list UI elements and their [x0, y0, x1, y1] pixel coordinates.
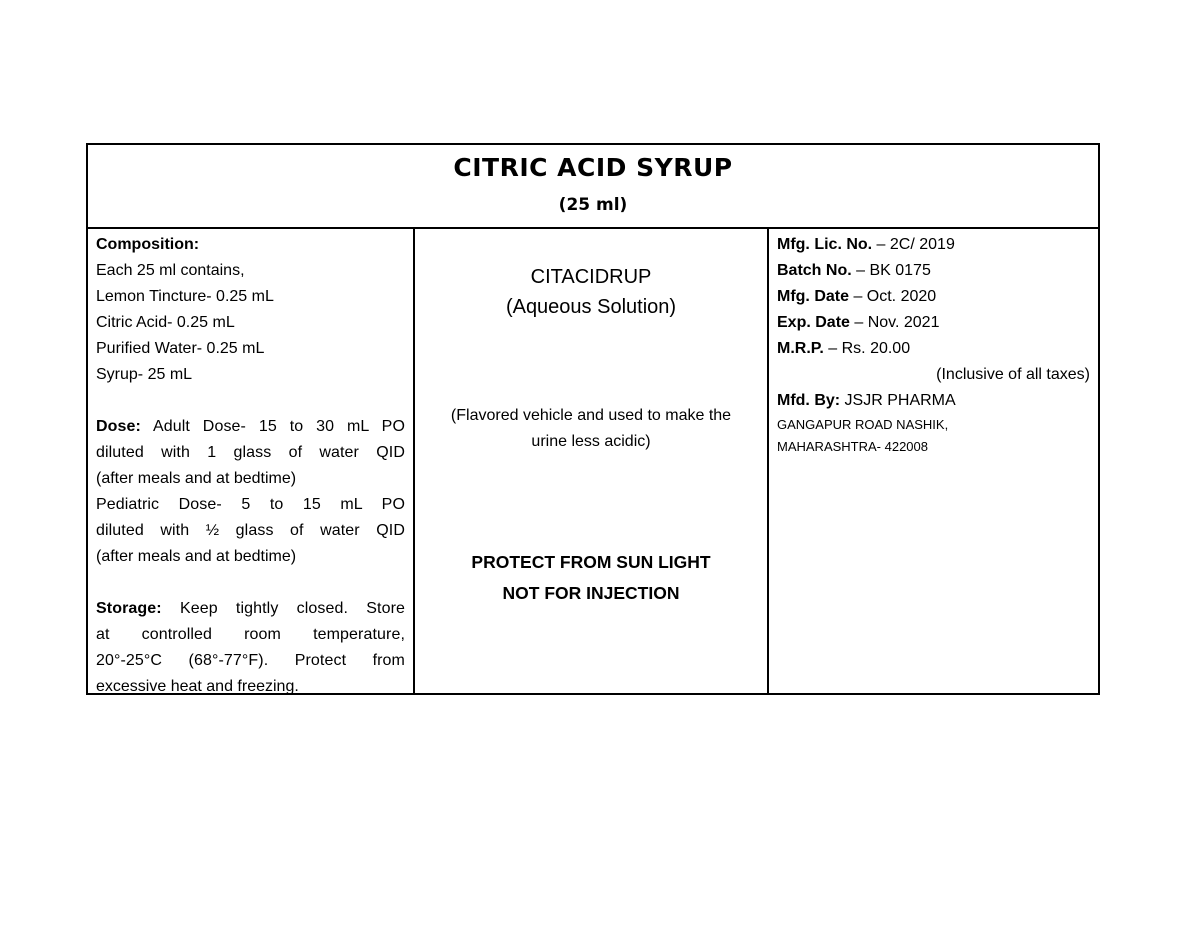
composition-item: Citric Acid- 0.25 mL [96, 314, 235, 331]
dose-line: diluted with ½ glass of water QID [96, 522, 405, 539]
dose-label: Dose: [96, 418, 141, 435]
mrp: M.R.P. – Rs. 20.00 [777, 340, 911, 357]
address-line: MAHARASHTRA- 422008 [777, 439, 928, 454]
description-line: urine less acidic) [531, 433, 651, 450]
address-line: GANGAPUR ROAD NASHIK, [777, 417, 949, 432]
composition-item: Purified Water- 0.25 mL [96, 340, 265, 357]
label-header [88, 145, 1098, 229]
composition-intro: Each 25 ml contains, [96, 262, 245, 279]
composition-heading: Composition: [96, 236, 200, 253]
description-line: (Flavored vehicle and used to make the [450, 407, 732, 424]
dose-line: Dose: Adult Dose- 15 to 30 mL PO [96, 418, 406, 435]
product-form: (Aqueous Solution) [505, 296, 677, 318]
mfg-date: Mfg. Date – Oct. 2020 [777, 288, 937, 305]
product-volume: (25 ml) [558, 195, 628, 215]
storage-line: 20°-25°C (68°-77°F). Protect from [96, 652, 405, 669]
mfg-lic-no: Mfg. Lic. No. – 2C/ 2019 [777, 236, 955, 253]
composition-item: Lemon Tincture- 0.25 mL [96, 288, 274, 305]
warning-sunlight: PROTECT FROM SUN LIGHT [471, 552, 711, 572]
dose-line: (after meals and at bedtime) [96, 470, 297, 487]
brand-name: CITACIDRUP [530, 266, 652, 288]
storage-label: Storage: [96, 600, 162, 617]
dose-line: (after meals and at bedtime) [96, 548, 297, 565]
dose-line: Pediatric Dose- 5 to 15 mL PO [96, 496, 405, 513]
tax-note: (Inclusive of all taxes) [936, 366, 1090, 383]
manufacturing-column [769, 229, 1098, 693]
storage-line: Storage: Keep tightly closed. Store [96, 600, 406, 617]
manufactured-by: Mfd. By: JSJR PHARMA [777, 392, 956, 409]
product-title: CITRIC ACID SYRUP [453, 153, 733, 182]
warnings-block [415, 547, 767, 609]
composition-column [88, 229, 415, 693]
composition-item: Syrup- 25 mL [96, 366, 193, 383]
storage-line: at controlled room temperature, [96, 626, 405, 643]
product-description [415, 403, 767, 455]
product-label [86, 143, 1100, 695]
exp-date: Exp. Date – Nov. 2021 [777, 314, 940, 331]
warning-injection: NOT FOR INJECTION [502, 583, 680, 603]
brand-block [415, 262, 767, 322]
dose-line: diluted with 1 glass of water QID [96, 444, 405, 461]
batch-no: Batch No. – BK 0175 [777, 262, 931, 279]
product-column [415, 229, 769, 693]
storage-line: excessive heat and freezing. [96, 678, 299, 695]
